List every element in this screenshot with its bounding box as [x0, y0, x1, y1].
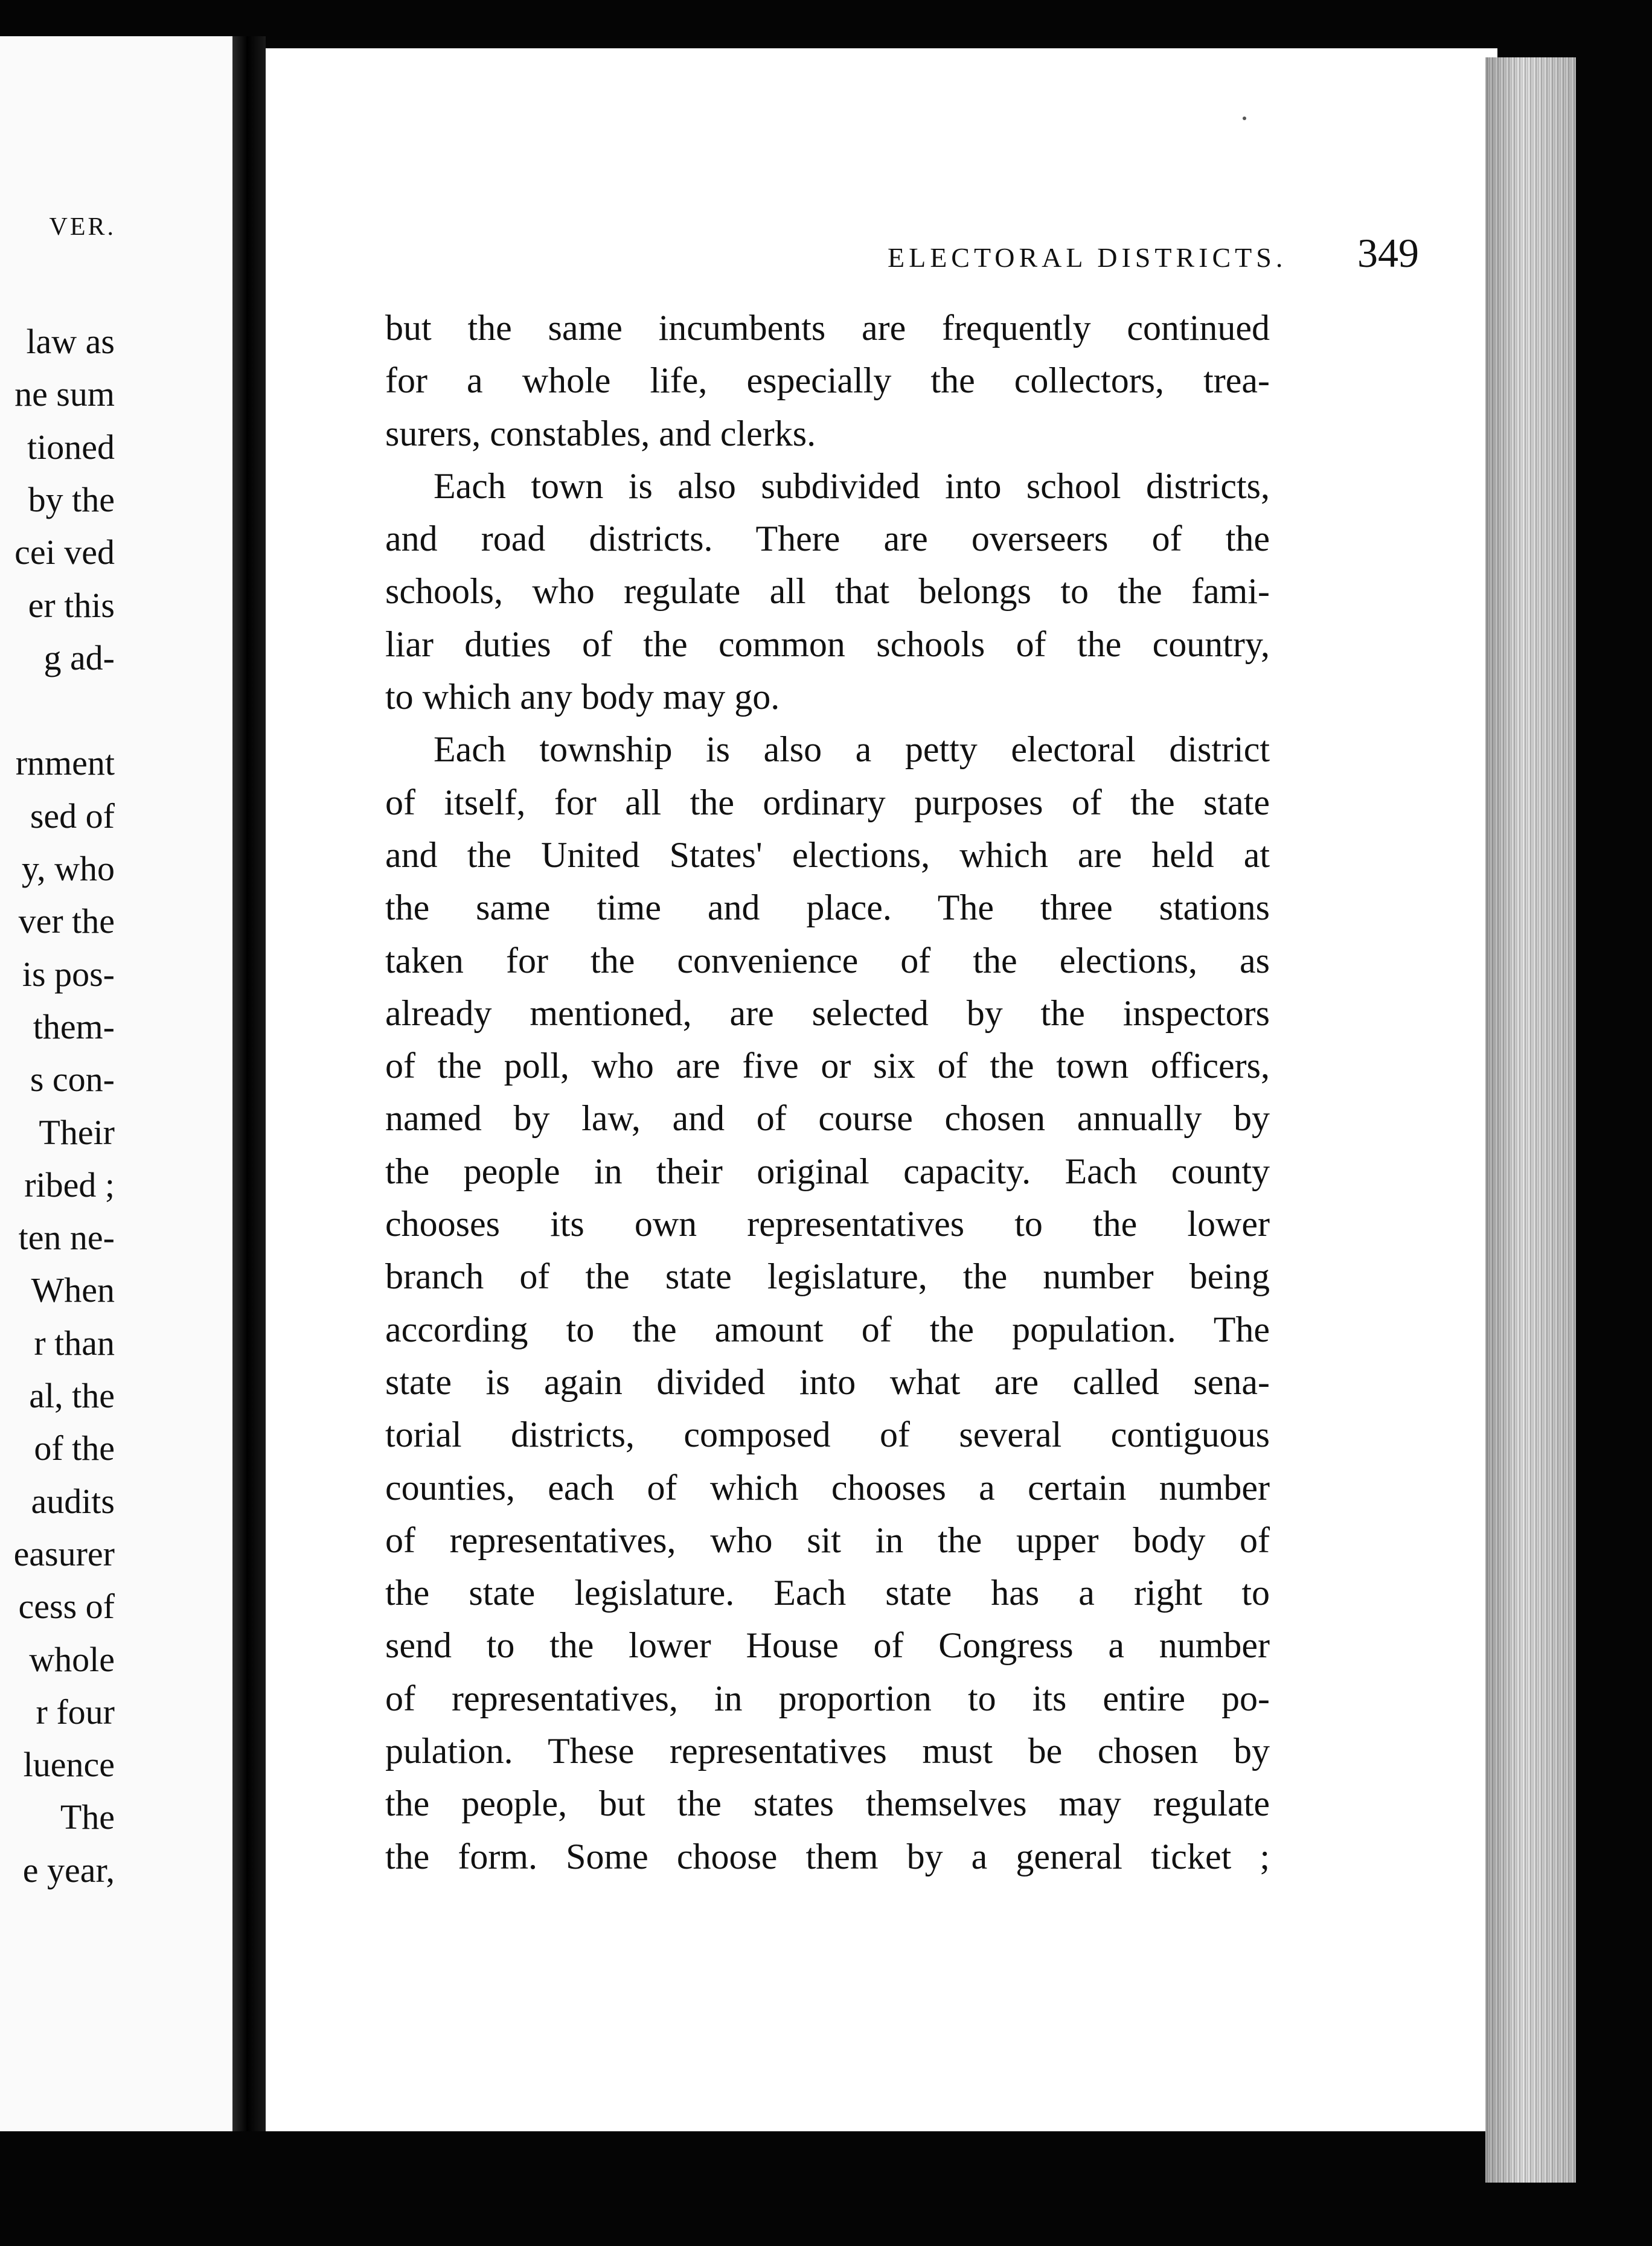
left-text-fragment: ne sum — [14, 374, 115, 414]
left-text-fragment: is pos- — [22, 954, 115, 994]
text-line: but the same incumbents are frequently continued — [385, 308, 1270, 348]
left-text-fragment: law as — [26, 322, 115, 361]
text-line: pulation. These representatives must be chosen by — [385, 1731, 1270, 1771]
text-line: the people, but the states themselves may regulate — [385, 1784, 1270, 1824]
text-line: and road districts. There are overseers of the — [385, 519, 1270, 559]
text-line: counties, each of which chooses a certain number — [385, 1467, 1270, 1508]
left-text-fragment: er this — [28, 585, 115, 625]
left-text-fragment: ten ne- — [18, 1218, 115, 1258]
right-page — [266, 48, 1497, 2131]
text-line: the form. Some choose them by a general ticket ; — [385, 1836, 1270, 1876]
text-line: and the United States' elections, which are held at — [385, 834, 1270, 875]
text-line: chooses its own representatives to the lower — [385, 1204, 1270, 1244]
text-line: the state legislature. Each state has a right to — [385, 1573, 1270, 1613]
text-line: according to the amount of the population. The — [385, 1309, 1270, 1349]
left-text-fragment: The — [60, 1797, 115, 1837]
left-text-fragment: luence — [23, 1745, 115, 1785]
left-text-fragment: rnment — [15, 743, 115, 783]
left-text-fragment: e year, — [22, 1850, 115, 1890]
text-line: branch of the state legislature, the number being — [385, 1256, 1270, 1297]
left-text-fragment: Their — [39, 1112, 115, 1152]
left-text-fragment: y, who — [21, 849, 115, 888]
text-line: state is again divided into what are called sena- — [385, 1361, 1270, 1402]
book-gutter — [232, 36, 266, 2131]
text-line: torial districts, composed of several contiguous — [385, 1415, 1270, 1455]
left-text-fragment: g ad- — [43, 638, 115, 677]
left-page — [0, 36, 232, 2131]
text-line: the same time and place. The three stations — [385, 888, 1270, 928]
text-line: Each township is also a petty electoral district — [434, 729, 1270, 770]
left-text-fragment: ribed ; — [24, 1165, 115, 1205]
text-line: liar duties of the common schools of the country, — [385, 624, 1270, 664]
left-text-fragment: by the — [28, 479, 115, 519]
left-text-fragment: r four — [36, 1692, 115, 1732]
text-line: already mentioned, are selected by the inspectors — [385, 993, 1270, 1033]
page-edges-shadow — [1485, 57, 1576, 2183]
text-line: named by law, and of course chosen annually by — [385, 1098, 1270, 1139]
text-line: of the poll, who are five or six of the town officers, — [385, 1046, 1270, 1086]
text-line: to which any body may go. — [385, 677, 780, 717]
left-text-fragment: easurer — [13, 1534, 115, 1573]
text-line: for a whole life, especially the collectors, trea- — [385, 360, 1270, 401]
ink-speck — [1243, 117, 1246, 120]
left-text-fragment: al, the — [29, 1376, 115, 1415]
running-head-title: ELECTORAL DISTRICTS. — [888, 242, 1287, 273]
page-number: 349 — [1357, 230, 1419, 276]
running-head — [619, 229, 1440, 302]
left-text-fragment: ver the — [18, 901, 115, 941]
text-line: of representatives, in proportion to its entire po- — [385, 1678, 1270, 1718]
text-line: of representatives, who sit in the upper body of — [385, 1520, 1270, 1560]
text-line: send to the lower House of Congress a number — [385, 1625, 1270, 1666]
left-text-fragment: s con- — [30, 1060, 115, 1099]
left-text-fragment: r than — [34, 1323, 115, 1363]
text-line: schools, who regulate all that belongs to the fami- — [385, 571, 1270, 612]
text-line: taken for the convenience of the elections, as — [385, 940, 1270, 981]
left-text-fragment: of the — [34, 1429, 115, 1468]
left-text-fragment: audits — [31, 1481, 115, 1521]
text-line: the people in their original capacity. Each county — [385, 1151, 1270, 1191]
left-text-fragment: cei ved — [14, 533, 115, 572]
left-running-head-fragment: VER. — [49, 213, 116, 241]
left-text-fragment: whole — [29, 1639, 115, 1679]
text-line: surers, constables, and clerks. — [385, 413, 816, 453]
body-text — [385, 302, 1270, 1883]
left-text-fragment: sed of — [30, 796, 115, 836]
left-text-fragment: When — [31, 1270, 115, 1310]
text-line: of itself, for all the ordinary purposes of the state — [385, 782, 1270, 822]
left-text-fragment: them- — [33, 1006, 115, 1046]
text-line: Each town is also subdivided into school districts, — [434, 466, 1270, 506]
left-text-fragment: tioned — [27, 427, 115, 467]
left-text-fragment: cess of — [18, 1587, 115, 1627]
